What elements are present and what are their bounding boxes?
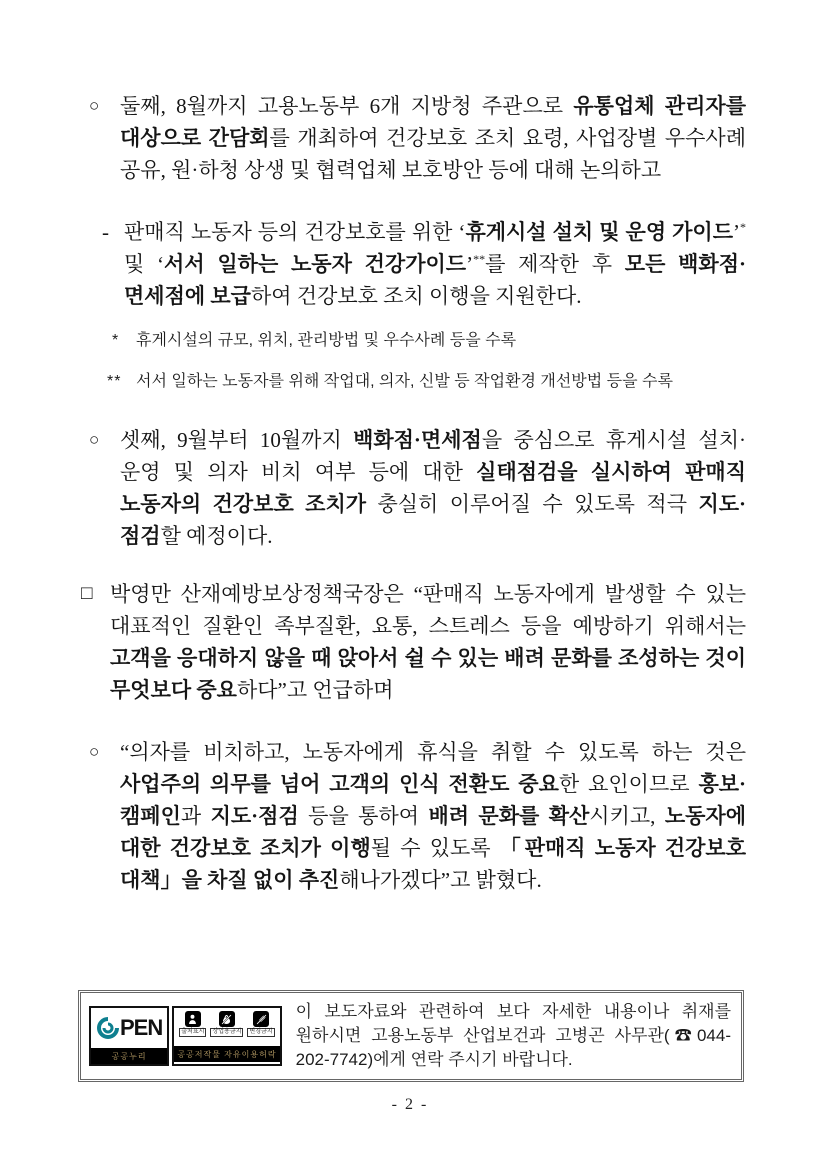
- body-text: 서서 일하는 노동자를 위해 작업대, 의자, 신발 등 작업환경 개선방법 등을 수록: [136, 373, 673, 390]
- attribution-icon: [179, 1011, 206, 1037]
- kogl-open-box: [89, 1006, 169, 1066]
- emphasis-text: 백화점·면세점: [353, 428, 482, 452]
- kogl-icons-row: [174, 1008, 279, 1046]
- body-text: ’: [733, 220, 740, 244]
- kogl-open-circle-icon: [96, 1016, 120, 1040]
- body-text: 하여 건강보호 조치 이행을 지원한다.: [250, 284, 582, 308]
- emphasis-text: 「판매직 노동자 건강보호 대책」을 차질 없이 추진: [120, 836, 746, 892]
- emphasis-text: 휴게시설 설치 및 운영 가이드: [465, 220, 733, 244]
- body-text: **: [473, 252, 486, 266]
- kogl-logo: [89, 1006, 282, 1066]
- emphasis-text: 배려 문화를 확산: [428, 804, 590, 828]
- body-text: 셋째, 9월부터 10월까지: [120, 428, 354, 452]
- body-text: 를 개최하여 건강보호 조치 요령, 사업장별 우수사례 공유, 원·하청 상생 및 협력업체 보호방안 등에 대해 논의하고: [120, 126, 746, 182]
- bullet-marker: ○: [89, 430, 100, 449]
- document-body: [81, 90, 747, 896]
- body-text: 박영만 산재예방보상정책국장은 “판매직 노동자에게 발생할 수 있는 대표적인 질환인 족부질환, 요통, 스트레스 등을 예방하기 위해서는: [110, 582, 746, 638]
- body-text: 및 ‘: [124, 252, 165, 276]
- no-derivative-label: 변경금지: [249, 1029, 273, 1035]
- paragraph-director-remark: [81, 578, 746, 706]
- paragraph-guides: [84, 216, 746, 312]
- body-text: “의자를 비치하고, 노동자에게 휴식을 취할 수 있도록 하는 것은: [120, 740, 746, 764]
- body-text: 를 제작한 후: [485, 252, 625, 276]
- bullet-marker: □: [81, 583, 93, 604]
- bullet-marker: **: [107, 373, 122, 390]
- attribution-icon: [185, 1011, 201, 1027]
- emphasis-text: 실태점검을 실시하여 판매직 노동자의 건강보호 조치가: [120, 460, 746, 516]
- kogl-open-row: [91, 1008, 167, 1048]
- kogl-right-bar-label: 공공저작물 자유이용허락: [174, 1046, 279, 1062]
- page-number: - 2 -: [391, 1096, 429, 1113]
- emphasis-text: 노동자에 대한 건강보호 조치가 이행: [120, 804, 746, 860]
- emphasis-text: 서서 일하는 노동자 건강가이드: [164, 252, 467, 276]
- body-text: 둘째, 8월까지 고용노동부 6개 지방청 주관으로: [120, 94, 574, 118]
- emphasis-text: 지도·점검: [120, 492, 747, 548]
- body-text: 판매직 노동자 등의 건강보호를 위한 ‘: [124, 220, 466, 244]
- kogl-open-label: PEN: [120, 1015, 163, 1040]
- bullet-marker: -: [102, 220, 109, 244]
- body-text: 할 예정이다.: [160, 524, 273, 548]
- emphasis-text: 모든 백화점·면세점에 보급: [124, 252, 746, 308]
- emphasis-text: 고객을 응대하지 않을 때 앉아서 쉴 수 있는 배려 문화를 조성하는 것이 무엇보다 중요: [110, 646, 746, 702]
- no-derivative-icon: [253, 1011, 269, 1027]
- footnote-standing-worker-guide: [84, 370, 746, 394]
- kogl-left-bar-label: 공공누리: [91, 1048, 167, 1064]
- bullet-marker: *: [112, 332, 120, 349]
- body-text: 한 요인이므로: [558, 772, 699, 796]
- emphasis-text: 유통업체 관리자를 대상으로 간담회: [120, 94, 746, 150]
- body-text: 을 중심으로 휴게시설 설치·운영 및 의자 비치 여부 등에 대한: [120, 428, 746, 484]
- body-text: 하다”고 언급하며: [236, 678, 394, 702]
- no-commercial-icon: [219, 1011, 235, 1027]
- contact-text: 이 보도자료와 관련하여 보다 자세한 내용이나 취재를 원하시면 고용노동부 산업보건과 고병곤 사무관(☎044-202-7742)에게 연락 주시기 바랍니다.: [295, 1002, 731, 1069]
- body-text: 해나가겠다”고 밝혔다.: [339, 868, 542, 892]
- body-text: 충실히 이루어질 수 있도록 적극: [366, 492, 699, 516]
- body-text: 될 수 있도록: [370, 836, 500, 860]
- body-text: 시키고,: [589, 804, 665, 828]
- paragraph-third-measure: [84, 424, 746, 552]
- body-text: 과: [180, 804, 211, 828]
- bullet-marker: ○: [89, 96, 100, 115]
- attribution-label: 출처표시: [181, 1029, 205, 1035]
- paragraph-second-measure: [84, 90, 746, 186]
- contact-info-box: [78, 990, 744, 1082]
- footnote-rest-facility-guide: [84, 329, 746, 353]
- emphasis-text: 홍보·캠페인: [120, 772, 747, 828]
- body-text: 등을 통하여: [298, 804, 429, 828]
- paragraph-director-quote: [84, 736, 746, 896]
- no-commercial-label: 상업용금지: [212, 1029, 242, 1035]
- body-text: ’: [466, 252, 474, 276]
- emphasis-text: 지도·점검: [210, 804, 299, 828]
- bullet-marker: ○: [89, 742, 100, 761]
- no-commercial-icon: [210, 1011, 243, 1037]
- emphasis-text: 사업주의 의무를 넘어 고객의 인식 전환도 중요: [120, 772, 559, 796]
- kogl-icons-box: [172, 1006, 281, 1066]
- no-derivative-icon: [247, 1011, 274, 1037]
- body-text: 휴게시설의 규모, 위치, 관리방법 및 우수사례 등을 수록: [136, 332, 517, 349]
- body-text: *: [740, 220, 746, 234]
